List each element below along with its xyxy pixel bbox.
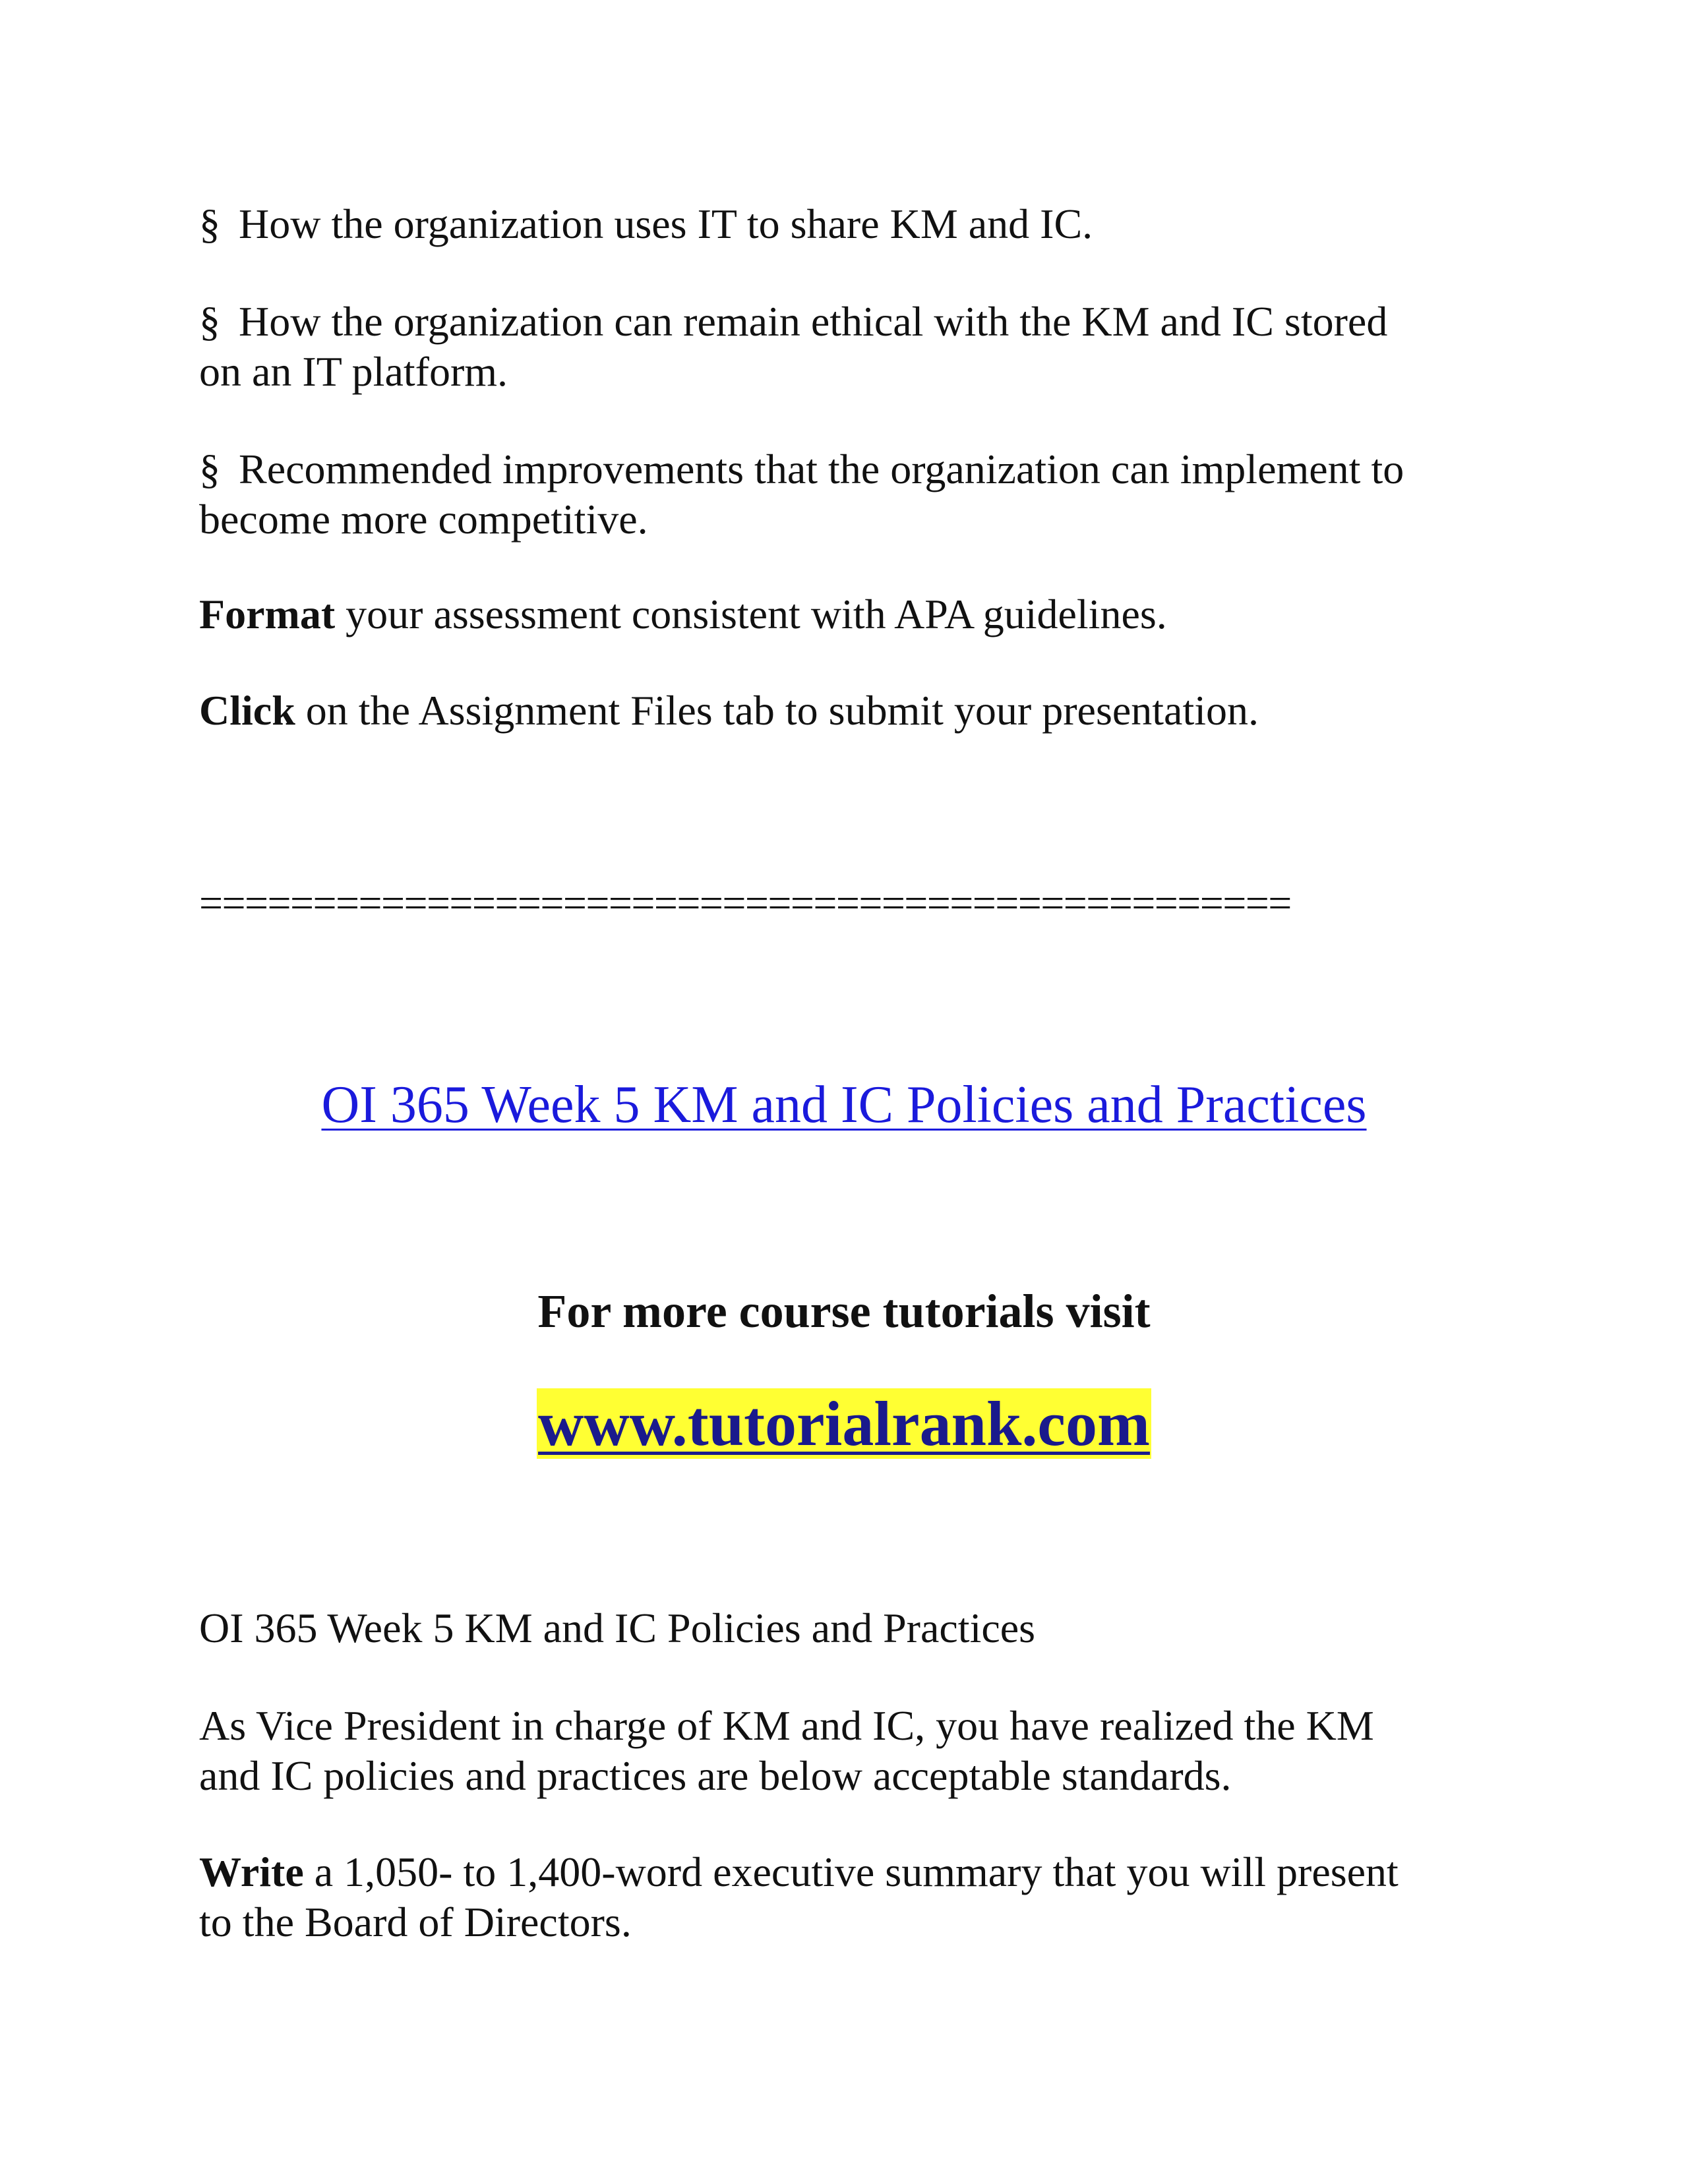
section-sign: § [199,446,220,492]
bullet-text-line-2: become more competitive. [199,496,648,543]
click-instruction [199,686,1259,736]
intro-line-1: As Vice President in charge of KM and IC, you have realized the KM [199,1702,1374,1749]
format-text: your assessment consistent with APA guidelines. [335,591,1167,637]
course-link-title[interactable] [0,1073,1688,1136]
write-label: Write [199,1848,304,1895]
click-text: on the Assignment Files tab to submit your presentation. [295,687,1259,734]
website-link[interactable]: www.tutorialrank.com [538,1388,1150,1459]
bullet-text: How the organization uses IT to share KM and IC. [239,200,1093,247]
website-link-row [0,1386,1688,1462]
format-instruction [199,589,1167,639]
intro-paragraph [199,1701,1374,1801]
bullet-improvements [199,444,1404,545]
write-paragraph [199,1847,1399,1947]
section-sign: § [199,200,220,247]
bullet-text-line-2: on an IT platform. [199,348,508,395]
format-label: Format [199,591,336,637]
bullet-ethical [199,297,1387,397]
bullet-it-share [199,199,1093,249]
bullet-text: Recommended improvements that the organization can implement to [239,446,1404,492]
course-link-text[interactable]: OI 365 Week 5 KM and IC Policies and Practices [321,1076,1367,1134]
write-line-2: to the Board of Directors. [199,1899,632,1945]
visit-heading: For more course tutorials visit [537,1285,1151,1338]
click-label: Click [199,687,295,734]
intro-line-2: and IC policies and practices are below acceptable standards. [199,1752,1232,1799]
separator-line: ================================================ [199,879,1291,926]
bullet-text: How the organization can remain ethical with the KM and IC stored [239,298,1388,345]
write-line-1: a 1,050- to 1,400-word executive summary that you will present [303,1848,1399,1895]
body-title: OI 365 Week 5 KM and IC Policies and Practices [199,1605,1036,1651]
section-sign: § [199,298,220,345]
